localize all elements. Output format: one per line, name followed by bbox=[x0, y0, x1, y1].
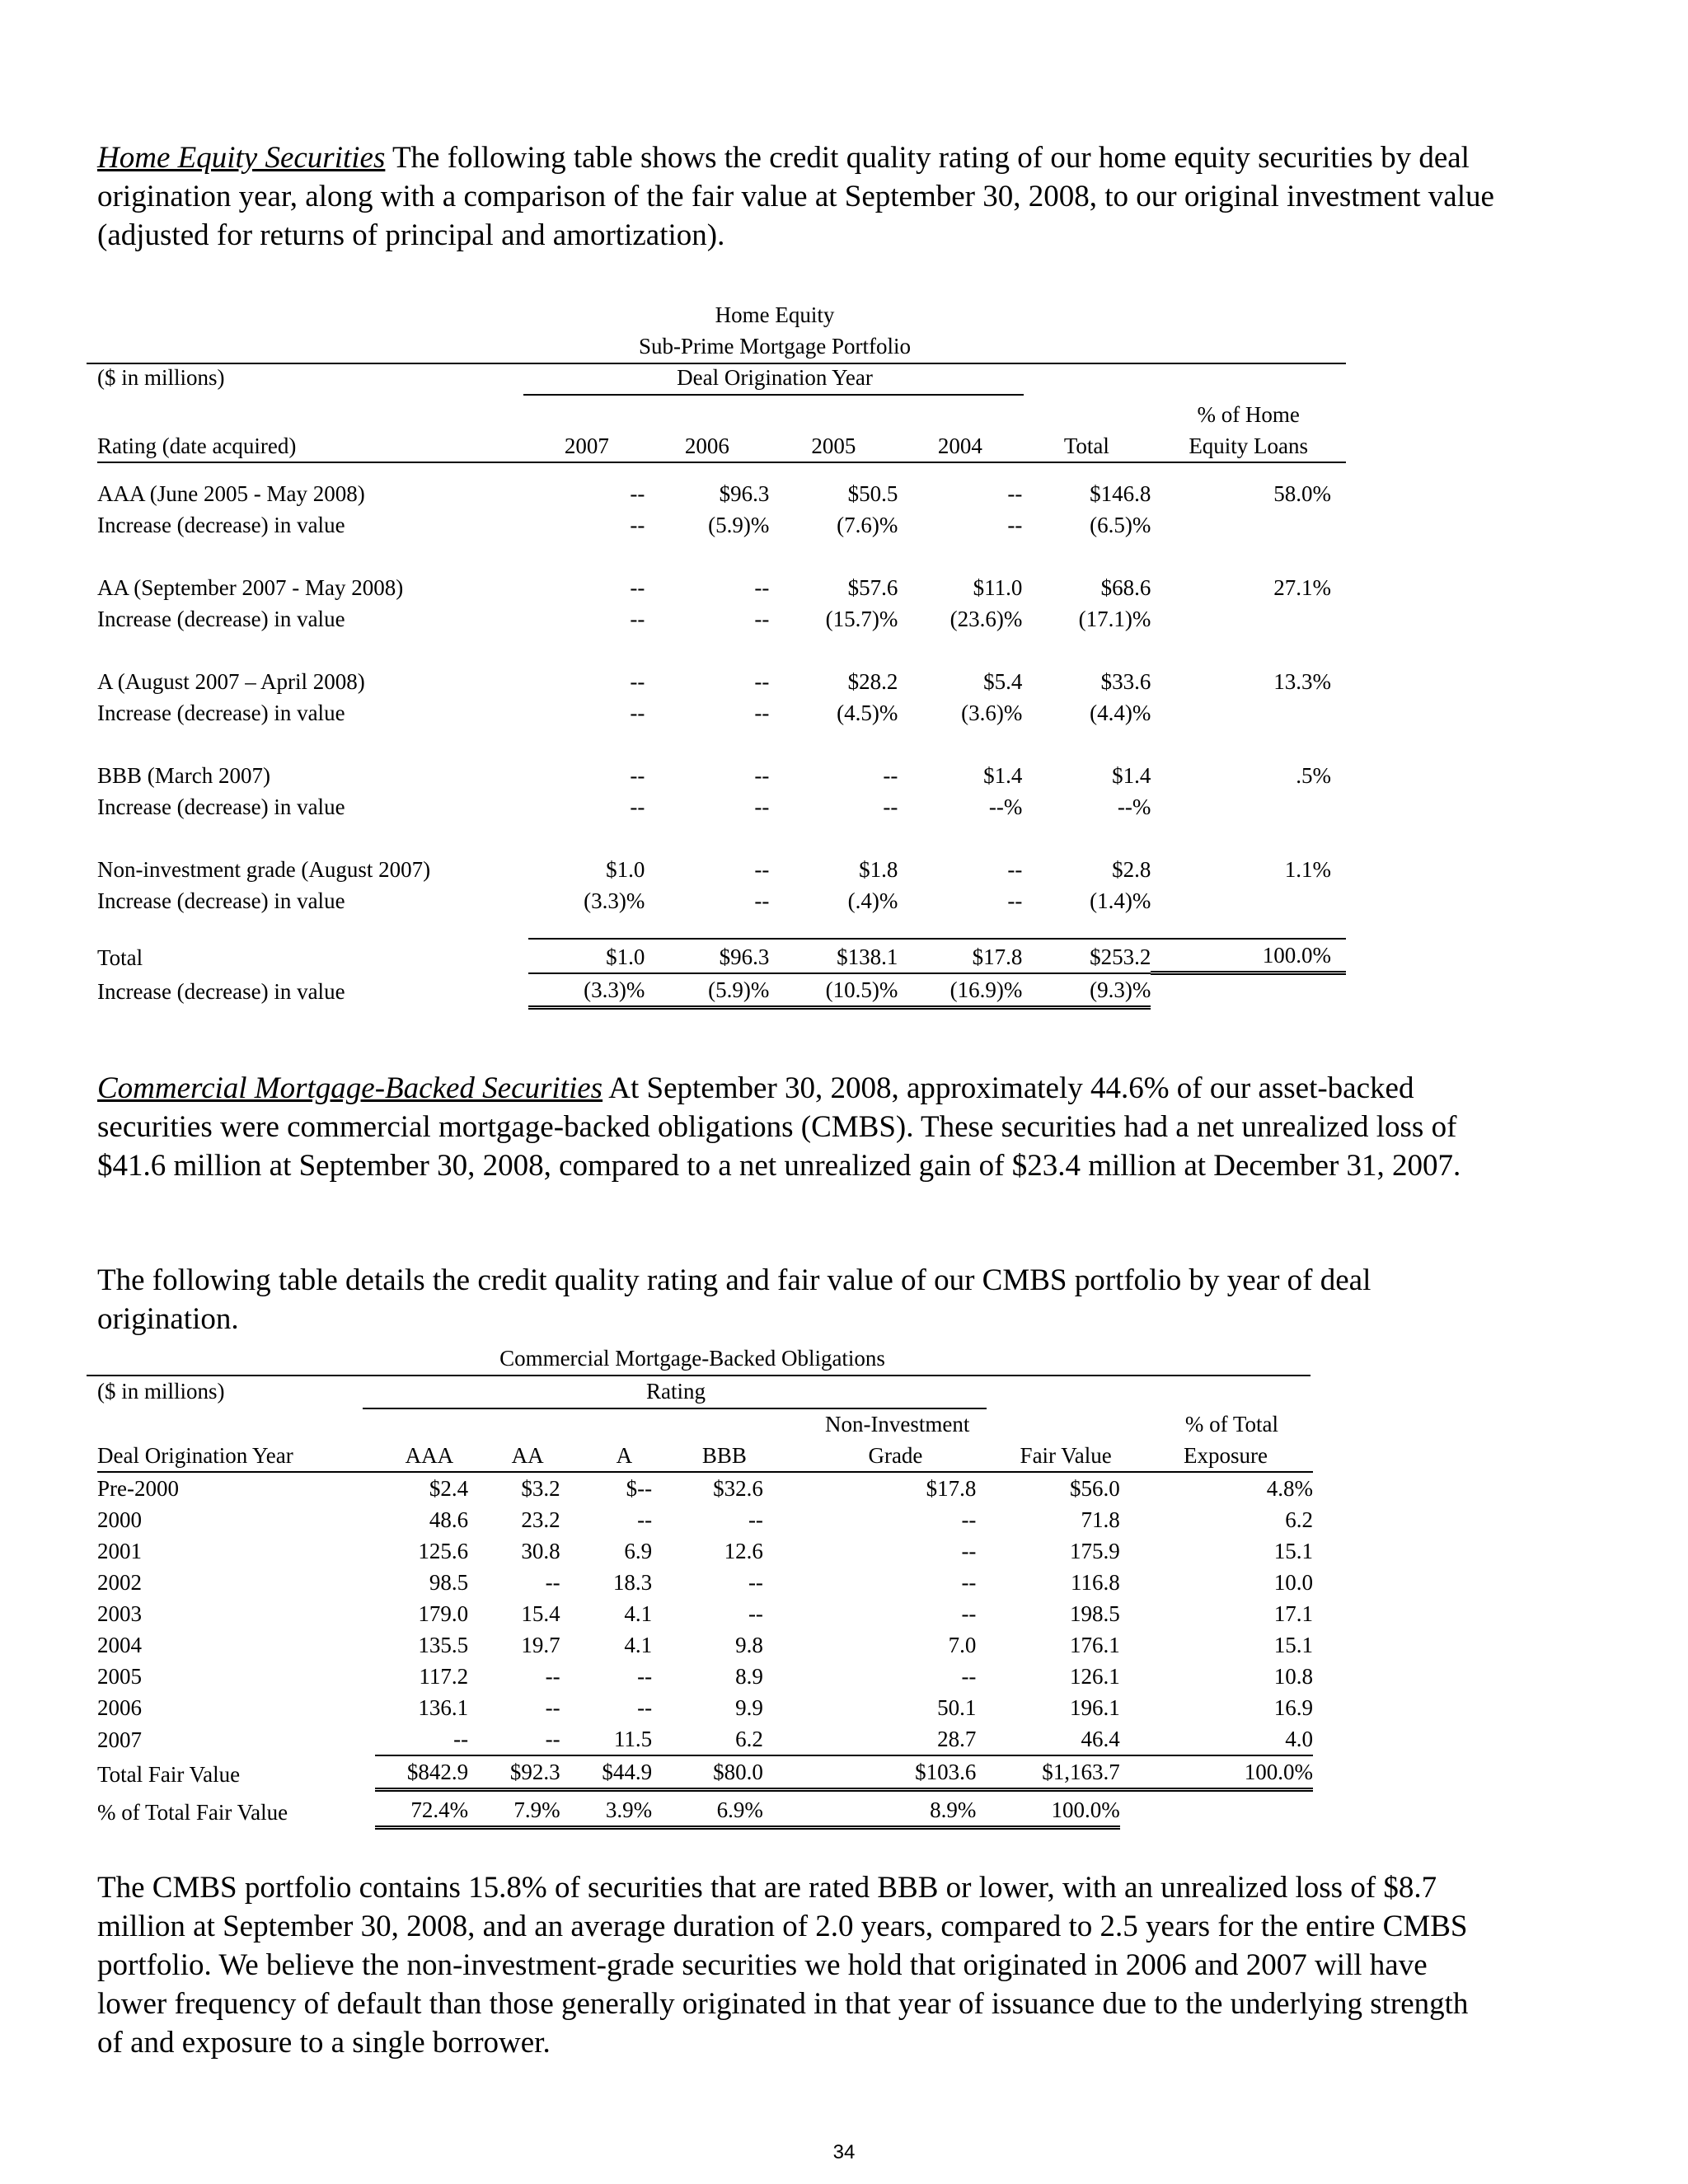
cmbs-title: Commercial Mortgage-Backed Securities bbox=[97, 1071, 603, 1105]
table-row: 2004 135.5 19.7 4.1 9.8 7.0 176.1 15.1 bbox=[97, 1633, 1313, 1657]
table-row: 2007 -- -- 11.5 6.2 28.7 46.4 4.0 bbox=[97, 1727, 1313, 1752]
table-row: 2001 125.6 30.8 6.9 12.6 -- 175.9 15.1 bbox=[97, 1539, 1313, 1563]
table2-caption: Commercial Mortgage-Backed Obligations bbox=[499, 1346, 885, 1371]
table-row: 2003 179.0 15.4 4.1 -- -- 198.5 17.1 bbox=[97, 1601, 1313, 1626]
table-total-row: Total Fair Value $842.9 $92.3 $44.9 $80.0 $103.6 $1,163.7 100.0% bbox=[97, 1755, 1313, 1790]
table-row: 2006 136.1 -- -- 9.9 50.1 196.1 16.9 bbox=[97, 1695, 1313, 1720]
col-2005: 2005 bbox=[811, 434, 856, 458]
table2-top-rule bbox=[87, 1375, 1311, 1376]
table2-group-label: Rating bbox=[646, 1379, 706, 1404]
table1-caption-1: Home Equity bbox=[715, 302, 835, 327]
col-2004: 2004 bbox=[937, 434, 982, 458]
col-pct-total-1: % of Total bbox=[1184, 1412, 1278, 1436]
col-aaa: AAA bbox=[405, 1443, 454, 1468]
table-row: Increase (decrease) in value -- -- -- --% --% bbox=[97, 794, 1151, 819]
intro-text: The following table shows the credit quality rating of our home equity securities by deal origination year, along with a comparison of the fair value at September 30, 2008, to our original investment value (adjusted for returns of principal and amortization). bbox=[97, 141, 1494, 252]
table-row: Pre-2000 $2.4 $3.2 $-- $32.6 $17.8 $56.0 4.8% bbox=[97, 1476, 1313, 1501]
cmbs-paragraph-2: The following table details the credit quality rating and fair value of our CMBS portfolio by year of deal origination. bbox=[97, 1263, 1372, 1336]
page-number: 34 bbox=[832, 2141, 856, 2163]
table-row: 2000 48.6 23.2 -- -- -- 71.8 6.2 bbox=[97, 1507, 1313, 1532]
cmbs-table bbox=[97, 1408, 1313, 1830]
col-pct-total-2: Exposure bbox=[1184, 1443, 1268, 1468]
col-a: A bbox=[616, 1443, 633, 1468]
closing-paragraph: The CMBS portfolio contains 15.8% of securities that are rated BBB or lower, with an unrealized loss of $8.7 million at September 30, 2008, and an average duration of 2.0 years, compared to 2.5 years for the entire CMBS portfolio. We believe the non-investment-grade securities we hold that originated in 2006 and 2007 will have lower frequency of default than those generally originated in that year of issuance due to the underlying strength of and exposure to a single borrower. bbox=[97, 1871, 1469, 2060]
col-rating: Rating (date acquired) bbox=[97, 434, 297, 458]
table-row: AA (September 2007 - May 2008) -- -- $57.6 $11.0 $68.6 27.1% bbox=[97, 575, 1331, 600]
col-bbb: BBB bbox=[701, 1443, 747, 1468]
table-total-row: Total $1.0 $96.3 $138.1 $17.8 $253.2 100.0% bbox=[97, 939, 1346, 973]
col-total: Total bbox=[1063, 434, 1109, 458]
col-2007: 2007 bbox=[564, 434, 609, 458]
col-fair-value: Fair Value bbox=[1020, 1443, 1112, 1468]
table-row: AAA (June 2005 - May 2008) -- $96.3 $50.5 -- $146.8 58.0% bbox=[97, 481, 1331, 506]
intro-title: Home Equity Securities bbox=[97, 141, 386, 175]
table2-units: ($ in millions) bbox=[97, 1379, 225, 1404]
intro-paragraph bbox=[97, 138, 1498, 255]
col-aa: AA bbox=[511, 1443, 544, 1468]
col-2006: 2006 bbox=[684, 434, 729, 458]
home-equity-table bbox=[97, 399, 1346, 1010]
col-deal-year: Deal Origination Year bbox=[97, 1443, 293, 1468]
table-row: BBB (March 2007) -- -- -- $1.4 $1.4 .5% bbox=[97, 763, 1331, 788]
table-row: Increase (decrease) in value -- -- (15.7)% (23.6)% (17.1)% bbox=[97, 607, 1151, 631]
table-row: 2005 117.2 -- -- 8.9 -- 126.1 10.8 bbox=[97, 1664, 1313, 1689]
table-pct-row: % of Total Fair Value 72.4% 7.9% 3.9% 6.9% 8.9% 100.0% bbox=[97, 1790, 1313, 1828]
table-row: 2002 98.5 -- 18.3 -- -- 116.8 10.0 bbox=[97, 1570, 1313, 1595]
table-row: Increase (decrease) in value -- -- (4.5)% (3.6)% (4.4)% bbox=[97, 701, 1151, 725]
table-row: A (August 2007 – April 2008) -- -- $28.2 $5.4 $33.6 13.3% bbox=[97, 669, 1331, 694]
cmbs-paragraph bbox=[97, 1069, 1498, 1185]
table-row: Increase (decrease) in value -- (5.9)% (7.6)% -- (6.5)% bbox=[97, 513, 1151, 537]
table-row: Increase (decrease) in value (3.3)% -- (.4)% -- (1.4)% bbox=[97, 888, 1151, 913]
table1-group-rule bbox=[523, 394, 1024, 396]
col-pct-home-2: Equity Loans bbox=[1189, 434, 1309, 458]
table-total-change-row: Increase (decrease) in value (3.3)% (5.9)% (10.5)% (16.9)% (9.3)% bbox=[97, 973, 1346, 1008]
col-non-inv-2: Grade bbox=[868, 1443, 923, 1468]
col-non-inv-1: Non-Investment bbox=[824, 1412, 970, 1436]
table-row: Non-investment grade (August 2007) $1.0 -- $1.8 -- $2.8 1.1% bbox=[97, 857, 1331, 882]
table1-caption-2: Sub-Prime Mortgage Portfolio bbox=[639, 334, 911, 359]
table1-units: ($ in millions) bbox=[97, 365, 225, 390]
table1-group-label: Deal Origination Year bbox=[677, 365, 873, 390]
col-pct-home-1: % of Home bbox=[1197, 402, 1300, 427]
cmbs-text: At September 30, 2008, approximately 44.6% of our asset-backed securities were commercial mortgage-backed obligations (CMBS). These securities had a net unrealized loss of $41.6 million at September 30, 2008, compared to a net unrealized gain of $23.4 million at December 31, 2007. bbox=[97, 1071, 1461, 1183]
